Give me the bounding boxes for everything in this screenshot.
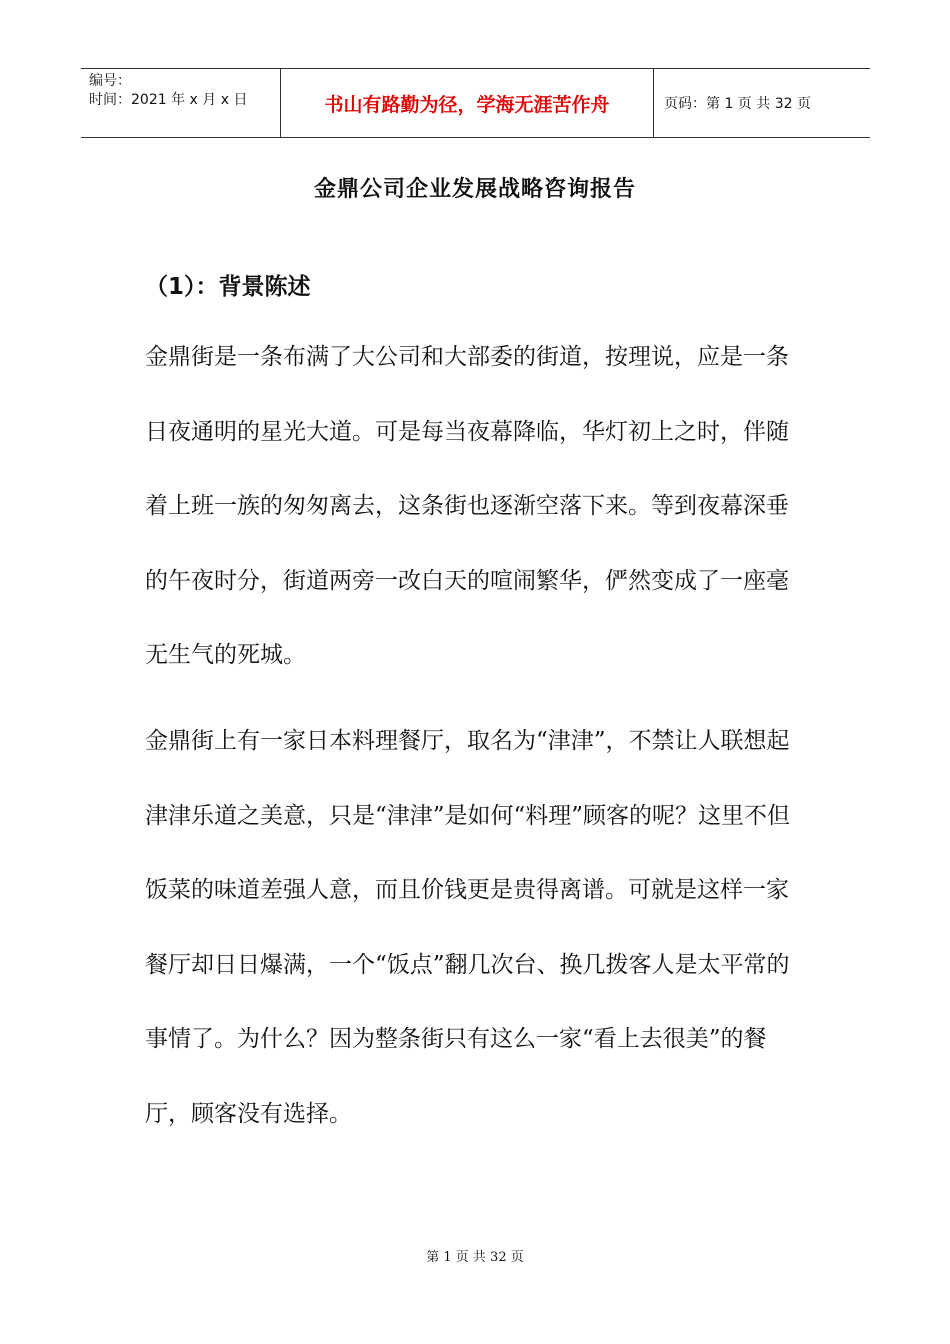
header-motto-cell — [281, 69, 654, 137]
header-table — [81, 68, 870, 138]
motto-text: 书山有路勤为径，学海无涯苦作舟 — [324, 93, 610, 116]
document-title: 金鼎公司企业发展战略咨询报告 — [313, 177, 636, 202]
page-footer: 第 1 页 共 32 页 — [426, 1250, 524, 1265]
section-heading: （1）：背景陈述 — [145, 274, 311, 300]
body-paragraph: 金鼎街是一条布满了大公司和大部委的街道，按理说，应是一条日夜通明的星光大道。可是每当夜幕降临，华灯初上之时，伴随着上班一族的匆匆离去，这条街也逐渐空落下来。等到夜幕深垂的午夜时分，街道两旁一改白天的喧闹繁华，俨然变成了一座毫无生气的死城。 — [145, 344, 789, 668]
date-line: 时间：2021 年 x 月 x 日 — [89, 92, 248, 108]
page-info: 页码：第 1 页 共 32 页 — [664, 96, 811, 112]
header-page-cell — [654, 69, 870, 137]
header-meta-cell — [81, 69, 281, 137]
body-paragraph: 金鼎街上有一家日本料理餐厅，取名为“津津”，不禁让人联想起津津乐道之美意，只是“津津”是如何“料理”顾客的呢？这里不但饭菜的味道差强人意，而且价钱更是贵得离谱。可就是这样一家餐厅却日日爆满，一个“饭点”翻几次台、换几拨客人是太平常的事情了。为什么？因为整条街只有这么一家“看上去很美”的餐厅，顾客没有选择。 — [145, 728, 791, 1127]
serial-number-label: 编号： — [89, 73, 131, 89]
